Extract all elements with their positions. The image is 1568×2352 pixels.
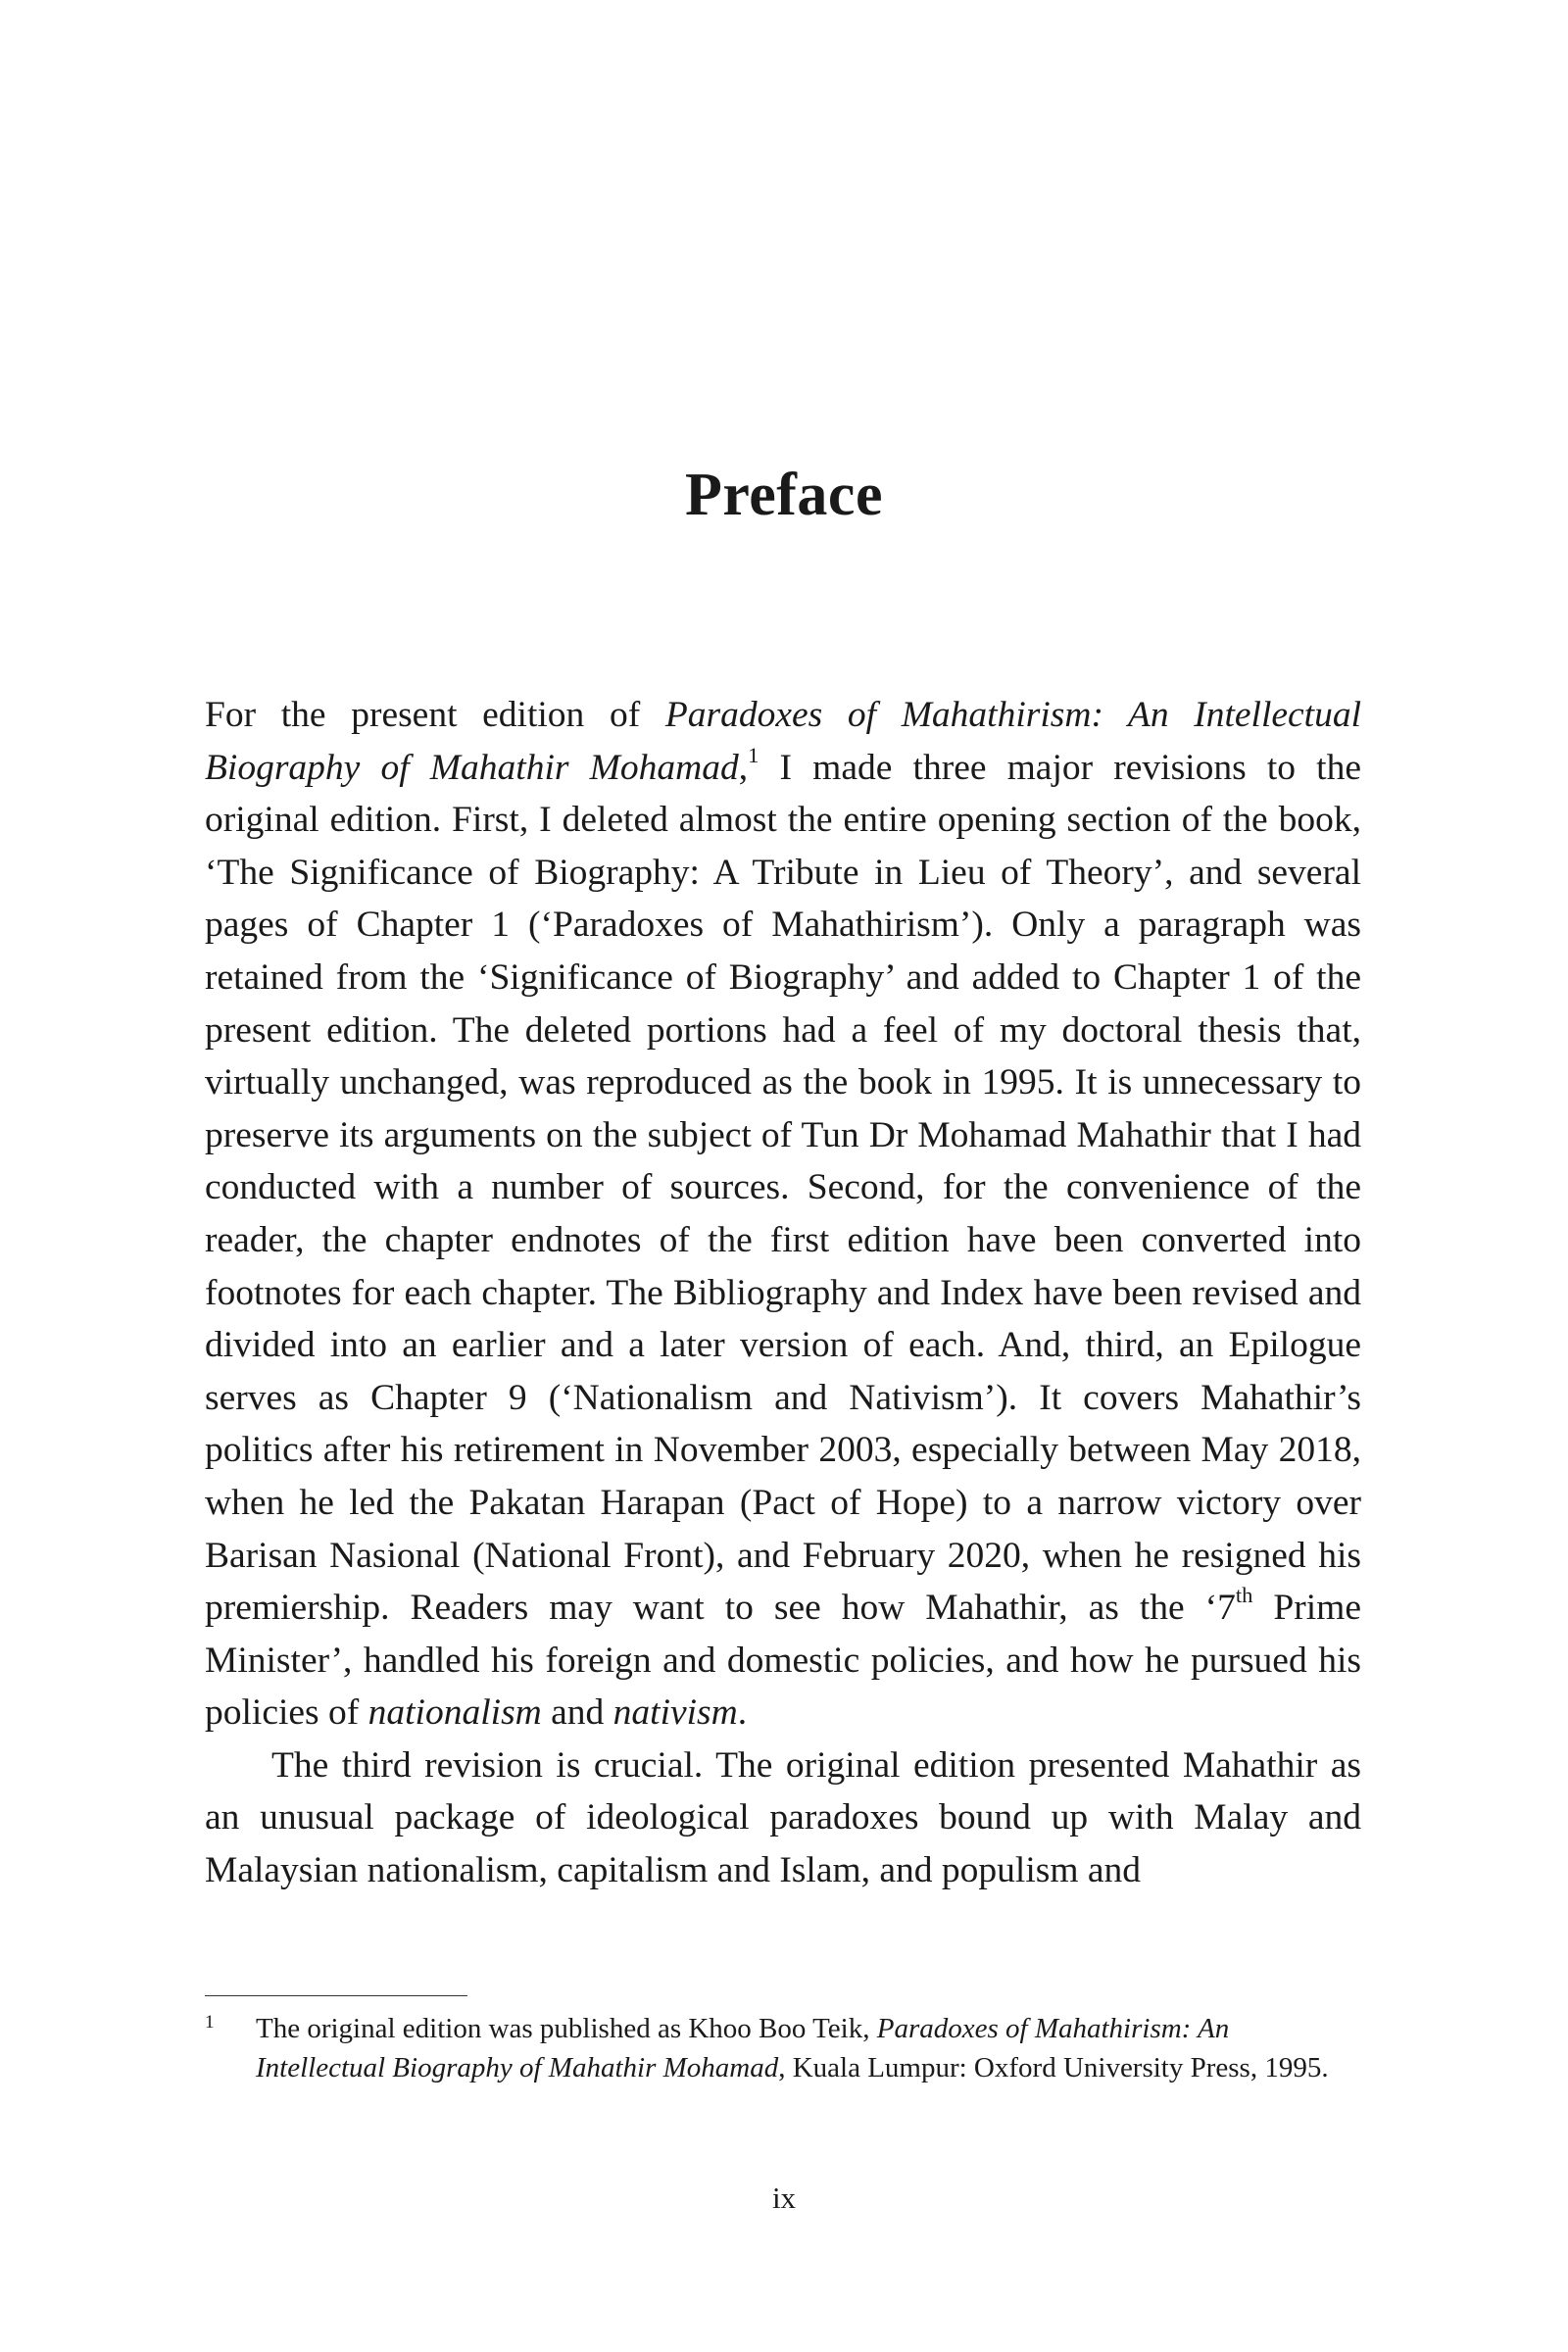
- text-run: ,: [738, 747, 749, 788]
- footnote-reference: 1: [748, 742, 760, 767]
- body-text: [205, 689, 1361, 1897]
- text-run: For the present edition of: [205, 695, 665, 735]
- book-title-italic: Paradoxes of Mahathirism: An Intellectual Biography of Mahathir Mohamad: [205, 695, 1361, 788]
- italic-term: nationalism: [368, 1692, 542, 1734]
- text-run: I made three major revisions to the original edition. First, I deleted almost the entire opening section of the book, ‘The Significance of Biography: A Tribute in Lieu of Theory’, and several pages of Chapter 1 (‘Paradoxes of Mahathirism’). Only a paragraph was retained from the ‘Significance of Biography’ and added to Chapter 1 of the present edition. The deleted portions had a feel of my doctoral thesis that, virtually unchanged, was reproduced as the book in 1995. It is unnecessary to preserve its arguments on the subject of Tun Dr Mohamad Mahathir that I had conducted with a number of sources. Second, for the convenience of the reader, the chapter endnotes of the first edition have been converted into footnotes for each chapter. The Bibliography and Index have been revised and divided into an earlier and a later version of each. And, third, an Epilogue serves as Chapter 9 (‘Nationalism and Nativism’). It covers Mahathir’s politics after his retirement in November 2003, especially between May 2018, when he led the Pakatan Harapan (Pact of Hope) to a narrow victory over Barisan Nasional (National Front), and February 2020, when he resigned his premiership. Readers may want to see how Mahathir, as the ‘7: [205, 747, 1361, 1629]
- ordinal-superscript: th: [1235, 1583, 1253, 1608]
- page-title: Preface: [685, 462, 883, 528]
- book-title-italic: Paradoxes of Mahathirism: An Intellectual Biography of Mahathir Mohamad: [256, 2013, 1230, 2083]
- paragraph-1: [205, 689, 1361, 1740]
- text-run: and: [541, 1692, 613, 1734]
- footnote: [205, 2009, 1361, 2087]
- text-run: The original edition was published as Khoo Boo Teik,: [256, 2013, 877, 2044]
- text-run: Prime Minister’, handled his foreign and domestic policies, and how he pursued his policies of: [205, 1588, 1361, 1734]
- footnote-divider: [205, 1995, 467, 1996]
- text-run: .: [737, 1692, 748, 1734]
- page-number: ix: [771, 2180, 797, 2215]
- text-run: , Kuala Lumpur: Oxford University Press, 1995.: [778, 2052, 1329, 2083]
- footnote-text: [256, 2009, 1361, 2087]
- paragraph-2: The third revision is crucial. The original edition presented Mahathir as an unusual package of ideological paradoxes bound up with Malay and Malaysian nationalism, capitalism and Islam, and populism and: [205, 1744, 1361, 1891]
- footnote-number: 1: [205, 2012, 215, 2033]
- italic-term: nativism: [612, 1692, 738, 1734]
